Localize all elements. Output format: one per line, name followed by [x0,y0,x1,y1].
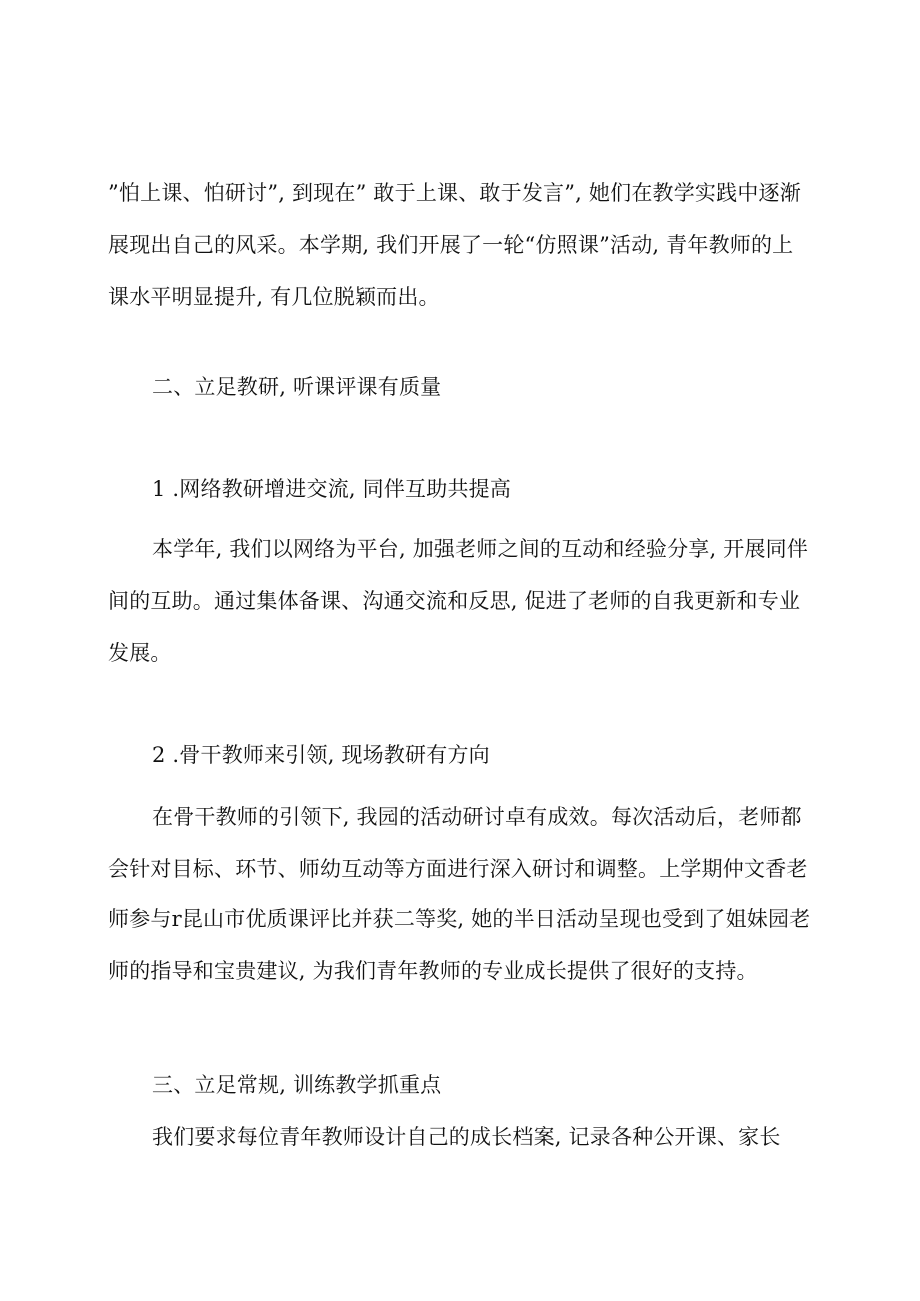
para-2-line-3: 师参与r昆山市优质课评比并获二等奖, 她的半日活动呈现也受到了姐妹园老 [108,907,811,931]
subheading-1: 1 .网络教研增进交流, 同伴互助共提高 [152,477,512,501]
para-2-line-1: 在骨干教师的引领下, 我园的活动研讨卓有成效。每次活动后，老师都 [152,805,802,829]
intro-line-1: ”怕上课、怕研讨”, 到现在” 敢于上课、敢于发言”, 她们在教学实践中逐渐 [108,181,801,205]
para-1-line-3: 发展。 [108,641,172,665]
section-heading-3: 三、立足常规, 训练教学抓重点 [152,1073,442,1097]
subheading-2: 2 .骨干教师来引领, 现场教研有方向 [152,743,490,767]
para-3-line-1: 我们要求每位青年教师设计自己的成长档案, 记录各种公开课、家长 [152,1125,781,1149]
para-1-line-2: 间的互助。通过集体备课、沟通交流和反思, 促进了老师的自我更新和专业 [108,589,801,613]
section-heading-2: 二、立足教研, 听课评课有质量 [152,375,442,399]
intro-line-3: 课水平明显提升, 有几位脱颖而出。 [108,285,440,309]
para-2-line-4: 师的指导和宝贵建议, 为我们青年教师的专业成长提供了很好的支持。 [108,959,758,983]
para-1-line-1: 本学年, 我们以网络为平台, 加强老师之间的互动和经验分享, 开展同伴 [152,537,809,561]
para-2-line-2: 会针对目标、环节、师幼互动等方面进行深入研讨和调整。上学期仲文香老 [108,857,808,881]
intro-line-2: 展现出自己的风采。本学期, 我们开展了一轮“仿照课”活动, 青年教师的上 [108,233,794,257]
